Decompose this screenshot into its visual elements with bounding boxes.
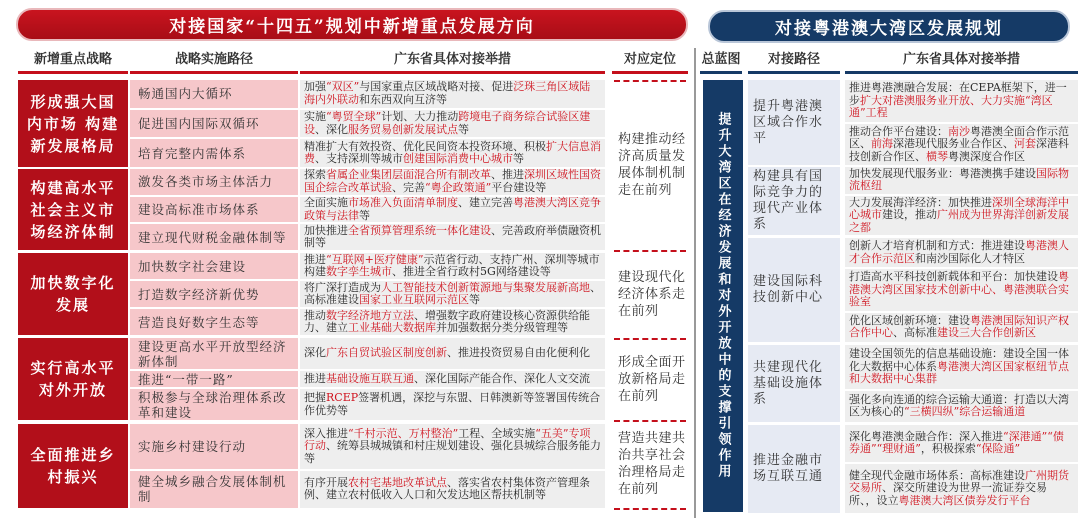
highlighted-text: 数字经济地方立法	[326, 308, 414, 322]
right-column-header: 广东省具体对接举措	[845, 48, 1078, 74]
text-segment: 与国家重点区域战略对接、促进	[359, 80, 514, 94]
table-row	[130, 309, 605, 335]
left-column-header: 新增重点战略	[18, 48, 128, 74]
blueprint-column: 提升大湾区在经济发展和对外开放中的支撑引领作用	[703, 80, 743, 512]
highlighted-text: “粤企政策通”	[425, 180, 492, 194]
measure-text	[849, 271, 1074, 309]
bay-area-measure-group	[845, 167, 1078, 235]
highlighted-text: 粤港澳大湾区债券发行平台	[898, 493, 1031, 507]
strategy-group-rows	[130, 338, 605, 420]
text-segment: 、高标准	[893, 326, 937, 340]
measure-text	[849, 197, 1074, 235]
strategy-cell: 构建高水平社会主义市场经济体制	[18, 169, 128, 250]
path-cell: 健全城乡融合发展体制机制	[130, 471, 298, 508]
highlighted-text: 深圳全球海洋中心城市	[849, 195, 1069, 222]
measure-cell	[300, 338, 605, 369]
highlighted-text: 前海	[871, 137, 893, 150]
measure-cell	[300, 197, 605, 223]
text-segment: 深化	[304, 346, 326, 360]
highlighted-text: “千村示范、万村整治”	[348, 426, 459, 440]
measure-cell	[300, 471, 605, 508]
table-row	[130, 424, 605, 469]
text-segment: 、深交所建设为世界一流证券交易所、，设立	[849, 481, 1047, 507]
measure-cell	[300, 389, 605, 420]
text-segment: 粤港澳全面合作示范区、	[849, 124, 1069, 150]
text-segment: 推动合作平台建设：	[849, 124, 948, 138]
measure-text	[849, 431, 1074, 456]
text-segment: 有序开展	[304, 475, 348, 489]
highlighted-text: 扩大对港澳服务业开放、大力实施“湾区通”工程	[849, 93, 1053, 119]
text-segment: 优化区域创新环境：建设	[849, 313, 970, 327]
text-segment: 、支持深圳等城市	[315, 152, 403, 166]
text-segment: 全面实施	[304, 196, 348, 209]
text-segment: 推进粤港澳融合发展：在CEPA框架下，进一步	[849, 81, 1067, 107]
text-segment: 签署机遇，深挖与东盟、日韩澳新等签署国传统合作优势等	[304, 391, 601, 417]
highlighted-text: 建设三大合作创新区	[937, 326, 1036, 340]
table-row	[130, 338, 605, 369]
dashed-divider	[614, 508, 686, 510]
bay-area-path-cell: 共建现代化基础设施体系	[748, 345, 840, 422]
table-row	[130, 253, 605, 279]
measure-cell	[300, 309, 605, 335]
measure-text	[304, 141, 601, 166]
text-segment: 实施	[304, 110, 326, 123]
measure-text	[304, 392, 601, 417]
path-cell: 营造良好数字生态等	[130, 309, 298, 335]
highlighted-text: “互联网+医疗健康”	[326, 252, 424, 266]
text-segment: 并加强数据分类分级管理等	[436, 321, 568, 334]
text-segment: 把握	[304, 391, 326, 404]
text-segment: 、建立完善	[458, 196, 513, 209]
right-column-header: 总蓝图	[700, 48, 742, 74]
path-cell: 建设更高水平开放型经济新体制	[130, 338, 298, 369]
text-segment: 深港科技创新合作区、	[849, 137, 1069, 163]
table-row	[130, 224, 605, 250]
bay-area-path-cell: 建设国际科技创新中心	[748, 238, 840, 342]
right-column-header: 对接路径	[748, 48, 840, 74]
highlighted-text: 国家工业互联网示范区	[359, 293, 469, 306]
measure-cell	[300, 371, 605, 387]
text-segment: 建设全国领先的信息基础设施：建设全国一体化大数据中心体系	[849, 347, 1069, 373]
path-cell: 积极参与全球治理体系改革和建设	[130, 389, 298, 420]
text-segment: 、推进全省行政村5G网络建设等	[392, 265, 551, 278]
path-cell: 加快数字社会建设	[130, 253, 298, 279]
measure-text	[304, 111, 601, 136]
measure-text	[849, 126, 1074, 164]
bay-area-measure-cell	[845, 345, 1078, 389]
bay-area-measure-cell	[845, 313, 1078, 342]
highlighted-text: “深港通”“债券通”“理财通”	[849, 429, 1064, 456]
highlighted-text: 广州成为世界海洋创新发展之都	[849, 208, 1069, 234]
highlighted-text: 扩大信息消费	[304, 139, 601, 166]
text-segment: 建设，推动	[882, 208, 937, 222]
path-cell: 促进国内国际双循环	[130, 110, 298, 138]
text-segment: 、深化	[315, 122, 348, 136]
left-column-header: 战略实施路径	[130, 48, 298, 74]
bay-area-measure-group	[845, 238, 1078, 342]
text-segment: 、落实省农村集体资产管理条例、建立农村低收入人口和欠发达地区帮扶机制等	[304, 475, 590, 502]
text-segment: 深化粤港澳金融合作：深入推进	[849, 429, 1003, 443]
text-segment: 、深化国际产能合作、深化人文交流	[414, 371, 590, 385]
text-segment: 和东西双向互济等	[359, 92, 447, 106]
text-segment: 加快发展现代服务业：粤港澳携手建设	[849, 166, 1036, 180]
measure-cell	[300, 110, 605, 138]
measure-text	[304, 428, 601, 466]
table-row	[130, 169, 605, 195]
text-segment: 、推进	[491, 168, 524, 182]
text-segment: 平台建设等	[491, 180, 547, 194]
text-segment: 等	[513, 152, 524, 166]
highlighted-text: 基础设施互联互通	[326, 371, 414, 385]
text-segment: 等	[458, 122, 469, 136]
table-row	[130, 80, 605, 108]
highlighted-text: 粤港澳国际知识产权合作中心	[849, 313, 1069, 340]
panel-divider	[694, 48, 696, 518]
measure-text	[304, 310, 601, 335]
highlighted-text: RCEP	[326, 391, 359, 404]
measure-text	[849, 168, 1074, 193]
strategy-group-rows	[130, 424, 605, 508]
highlighted-text: 创建国际消费中心城市	[403, 152, 513, 166]
bay-area-measure-group	[845, 425, 1078, 513]
text-segment: 、完善政府举债融资机制等	[304, 223, 601, 250]
measure-text	[849, 470, 1074, 508]
strategy-cell: 全面推进乡村振兴	[18, 424, 128, 508]
highlighted-text: 工业基础大数据库	[348, 321, 436, 334]
highlighted-text: “三横四纵”综合运输通道	[904, 405, 1026, 419]
table-row	[130, 389, 605, 420]
text-segment: 加强	[304, 80, 326, 94]
left-panel-title: 对接国家“十四五”规划中新增重点发展方向	[16, 8, 688, 41]
highlighted-text: 跨境电子商务综合试验区建设	[304, 110, 591, 136]
highlighted-text: 泛珠三角区域陆海内外联动	[304, 80, 591, 106]
bay-area-measure-cell	[845, 80, 1078, 122]
measure-cell	[300, 281, 605, 307]
path-cell: 实施乡村建设行动	[130, 424, 298, 469]
bay-area-measure-group	[845, 80, 1078, 165]
position-cell: 建设现代化经济体系走在前列	[618, 269, 686, 319]
bay-area-measure-cell	[845, 124, 1078, 166]
highlighted-text: 全省预算管理系统一体化建设	[348, 223, 491, 237]
measure-cell	[300, 139, 605, 167]
strategy-cell: 加快数字化发展	[18, 253, 128, 335]
measure-cell	[300, 169, 605, 195]
measure-text	[304, 225, 601, 250]
measure-text	[304, 282, 601, 307]
measure-text	[849, 240, 1074, 265]
left-column-header: 对应定位	[612, 48, 688, 74]
path-cell: 培育完整内需体系	[130, 139, 298, 167]
text-segment: 将广深打造成为	[304, 280, 381, 294]
text-segment: 精准扩大有效投资、优化民间资本投资环境、积极	[304, 139, 546, 153]
text-segment: 推进	[304, 252, 326, 266]
strategy-group-rows	[130, 253, 605, 335]
bay-area-measure-cell	[845, 269, 1078, 311]
text-segment: 示范省行动、支持广州、深圳等城市构建	[304, 252, 600, 278]
path-cell: 推进“一带一路”	[130, 371, 298, 387]
text-segment: ，积极探索	[920, 442, 976, 456]
measure-text	[849, 82, 1074, 120]
highlighted-text: “粤贸全球”	[326, 110, 382, 123]
table-row	[130, 139, 605, 167]
bay-area-measure-cell	[845, 196, 1078, 235]
highlighted-text: 人工智能技术创新策源地与集聚发展新高地	[381, 280, 590, 294]
text-segment: 推动	[304, 308, 326, 322]
highlighted-text: 农村宅基地改革试点	[348, 475, 447, 489]
bay-area-measure-cell	[845, 391, 1078, 422]
text-segment: 强化多向连通的综合运输大通道：打造以大湾区为核心的	[849, 392, 1069, 419]
right-panel-title: 对接粤港澳大湾区发展规划	[708, 10, 1070, 43]
bay-area-path-cell: 构建具有国际竞争力的现代产业体系	[748, 167, 840, 235]
highlighted-text: 深圳区域性国资国企综合改革试验	[304, 168, 601, 194]
strategy-group-rows	[130, 80, 605, 167]
highlighted-text: 市场准入负面清单制度	[348, 196, 458, 209]
bay-area-measure-cell	[845, 464, 1078, 513]
bay-area-measure-cell	[845, 425, 1078, 462]
highlighted-text: “保险通”	[975, 442, 1021, 456]
highlighted-text: 服务贸易创新发展试点	[348, 122, 458, 136]
measure-text	[304, 197, 601, 222]
text-segment: 打造高水平科技创新载体和平台：加快建设	[849, 270, 1058, 284]
text-segment: 、统筹县城城镇和村庄规划建设、强化县城综合服务能力等	[304, 439, 601, 465]
highlighted-text: 国际物流枢纽	[849, 166, 1069, 193]
text-segment: 等	[359, 208, 370, 222]
measure-cell	[300, 424, 605, 469]
text-segment: 工程、全域实施	[458, 426, 536, 440]
measure-text	[304, 373, 590, 386]
strategy-cell: 实行高水平对外开放	[18, 338, 128, 420]
bay-area-path-cell: 提升粤港澳区域合作水平	[748, 80, 840, 165]
bay-area-measure-cell	[845, 167, 1078, 194]
text-segment: 深入推进	[304, 426, 348, 440]
position-cell: 构建推动经济高质量发展体制机制走在前列	[618, 132, 686, 198]
measure-cell	[300, 253, 605, 279]
strategy-cell: 形成强大国内市场 构建新发展格局	[18, 80, 128, 167]
text-segment: 、增强数字政府建设核心资源供给能力、建立	[304, 308, 590, 334]
measure-text	[849, 315, 1074, 340]
table-row	[130, 371, 605, 387]
measure-text	[304, 169, 601, 194]
position-cell: 形成全面开放新格局走在前列	[618, 354, 686, 404]
path-cell: 激发各类市场主体活力	[130, 169, 298, 195]
highlighted-text: “双区”	[326, 80, 360, 94]
text-segment: 大力发展海洋经济：加快推进	[849, 195, 992, 209]
highlighted-text: “五美”专项行动	[304, 426, 591, 453]
path-cell: 畅通国内大循环	[130, 80, 298, 108]
measure-cell	[300, 224, 605, 250]
left-column-header: 广东省具体对接举措	[300, 48, 605, 74]
measure-text	[304, 347, 590, 360]
text-segment: 、完善	[392, 180, 425, 194]
measure-text	[849, 394, 1074, 419]
text-segment: 加快推进	[304, 223, 348, 237]
table-row	[130, 197, 605, 223]
text-segment: 、高标准建设	[304, 280, 601, 306]
measure-text	[304, 254, 601, 279]
table-row	[130, 471, 605, 508]
table-row	[130, 281, 605, 307]
measure-text	[304, 81, 601, 106]
strategy-group-rows	[130, 169, 605, 250]
bay-area-measure-group	[845, 345, 1078, 422]
text-segment: 粤澳深度合作区	[948, 149, 1025, 163]
highlighted-text: 粤港澳大湾区竞争政策与法律	[304, 196, 601, 222]
highlighted-text: 横琴	[926, 149, 948, 163]
text-segment: 深港现代服务业合作区、	[893, 137, 1014, 150]
path-cell: 建设高标准市场体系	[130, 197, 298, 223]
measure-text	[304, 477, 601, 502]
text-segment: 、推进投资贸易自由化便利化	[447, 346, 590, 360]
highlighted-text: 河套	[1014, 137, 1036, 150]
highlighted-text: 粤港澳大湾区国家技术创新中心、粤港澳联合实验室	[849, 270, 1069, 309]
text-segment: 探索	[304, 168, 326, 182]
text-segment: 推进	[304, 371, 326, 385]
measure-cell	[300, 80, 605, 108]
highlighted-text: 南沙	[948, 124, 970, 138]
bay-area-path-cell: 推进金融市场互联互通	[748, 425, 840, 513]
text-segment: 等	[469, 293, 480, 306]
text-segment: 健全现代金融市场体系：高标准建设	[849, 468, 1025, 482]
highlighted-text: 省属企业集团层面混合所有制改革	[326, 168, 491, 182]
highlighted-text: 广东自贸试验区制度创新	[326, 346, 447, 360]
text-segment: 创新人才培育机制和方式：推进建设	[849, 239, 1025, 253]
highlighted-text: 广州期货交易所	[849, 468, 1069, 495]
table-row	[130, 110, 605, 138]
text-segment: 计划、大力推动	[381, 110, 459, 123]
highlighted-text: 粤港澳大湾区国家枢纽节点和大数据中心集群	[849, 359, 1069, 386]
highlighted-text: 粤港澳人才合作示范区	[849, 239, 1069, 265]
text-segment: 和南沙国际化人才特区	[915, 251, 1025, 265]
path-cell: 建立现代财税金融体制等	[130, 224, 298, 250]
path-cell: 打造数字经济新优势	[130, 281, 298, 307]
highlighted-text: 数字孪生城市	[326, 265, 392, 278]
measure-text	[849, 348, 1074, 386]
position-cell: 营造共建共治共享社会治理格局走在前列	[618, 431, 686, 497]
bay-area-measure-cell	[845, 238, 1078, 267]
